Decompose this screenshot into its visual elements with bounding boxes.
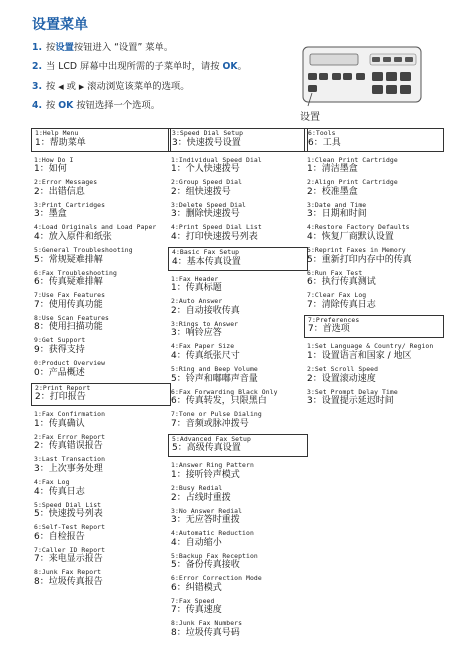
- menu-item-zh: 8：垃圾传真报告: [34, 576, 103, 587]
- menu-item-en: 1:Fax Header: [171, 274, 219, 283]
- menu-item: [171, 530, 308, 549]
- step-3: 3. 按 ◀ 或 ▶ 滚动浏览该菜单的选项。: [32, 81, 190, 92]
- menu-header-zh: 6：工具: [308, 137, 341, 148]
- menu-item-en: 2:Set Scroll Speed: [307, 364, 379, 373]
- menu-item-en: 6:Self-Test Report: [34, 523, 106, 532]
- menu-item-zh: 1：个人快速拨号: [171, 164, 240, 175]
- menu-header-zh: 7：首选项: [308, 324, 350, 335]
- menu-item-zh: 4：打印快速拨号列表: [171, 231, 258, 242]
- menu-item-en: 0:Product Overview: [34, 358, 106, 367]
- menu-item-zh: 2：传真错误报告: [34, 441, 103, 452]
- menu-item-zh: 2：设置滚动速度: [307, 373, 376, 384]
- menu-item-zh: 5：备份传真接收: [171, 560, 240, 571]
- menu-header: [304, 315, 444, 339]
- menu-item-zh: 3：无应答时重拨: [171, 515, 240, 526]
- menu-header: [304, 128, 444, 152]
- menu-item-zh: 4：恢复厂商默认设置: [307, 231, 394, 242]
- menu-header: [31, 383, 171, 407]
- menu-item-zh: 4：自动缩小: [171, 537, 222, 548]
- menu-section: [31, 128, 171, 379]
- menu-item-en: 4:Automatic Reduction: [171, 529, 254, 538]
- menu-item-en: 1:Answer Ring Pattern: [171, 461, 254, 470]
- menu-item-en: 6:Fax Troubleshooting: [34, 268, 117, 277]
- menu-item: [34, 547, 171, 566]
- left-arrow-icon: ◀: [58, 83, 64, 91]
- menu-item: [171, 411, 308, 430]
- menu-item: [171, 298, 308, 317]
- menu-item-en: 5:Reprint Faxes in Memory: [307, 245, 406, 254]
- menu-item: [34, 157, 171, 176]
- menu-item-zh: 7：传真速度: [171, 605, 222, 616]
- menu-item: [171, 321, 308, 340]
- menu-item-en: 4:Fax Paper Size: [171, 342, 235, 351]
- menu-item-en: 3:Rings to Answer: [171, 319, 239, 328]
- menu-item-zh: 3：设置提示延迟时间: [307, 396, 394, 407]
- menu-item: [171, 202, 308, 221]
- menu-item-en: 1:Set Language & Country/ Region: [307, 342, 434, 351]
- menu-item-zh: 6：执行传真测试: [307, 277, 376, 288]
- menu-item-en: 8:Use Scan Features: [34, 313, 110, 322]
- menu-item-en: 7:Caller ID Report: [34, 545, 106, 554]
- menu-header: [168, 128, 308, 152]
- menu-column-3: [304, 124, 444, 411]
- menu-item-en: 1:Fax Confirmation: [34, 410, 106, 419]
- menu-item-en: 3:Date and Time: [307, 200, 367, 209]
- menu-item: [307, 202, 444, 221]
- menu-item-en: 5:Speed Dial List: [34, 500, 102, 509]
- menu-item-zh: 0：产品概述: [34, 367, 85, 378]
- menu-item-en: 2:Auto Answer: [171, 297, 223, 306]
- control-panel-illustration: [302, 46, 422, 108]
- menu-item: [171, 553, 308, 572]
- menu-item-zh: 7：来电显示报告: [34, 554, 103, 565]
- menu-item: [171, 575, 308, 594]
- menu-item-en: 3:No Answer Redial: [171, 506, 243, 515]
- menu-item-zh: 8：使用扫描功能: [34, 322, 103, 333]
- menu-column-1: [31, 124, 171, 592]
- menu-item: [307, 366, 444, 385]
- menu-item-zh: 2：校准墨盒: [307, 186, 358, 197]
- menu-item-en: 4:Load Originals and Load Paper: [34, 223, 157, 232]
- menu-item-en: 2:Fax Error Report: [34, 432, 106, 441]
- menu-item-en: 9:Get Support: [34, 336, 86, 345]
- menu-section: [168, 434, 308, 639]
- menu-item: [34, 456, 171, 475]
- menu-item-zh: 2：出错信息: [34, 186, 85, 197]
- menu-header-en: 6:Tools: [308, 129, 336, 137]
- menu-item-zh: 1：清洁墨盒: [307, 164, 358, 175]
- menu-item-zh: 4：放入原件和纸张: [34, 231, 112, 242]
- menu-item-zh: 1：传真标题: [171, 283, 222, 294]
- menu-item-en: 2:Busy Redial: [171, 483, 223, 492]
- menu-item-en: 3:Print Cartridges: [34, 200, 106, 209]
- menu-header-zh: 3：快速拨号设置: [172, 137, 241, 148]
- menu-item: [171, 620, 308, 639]
- menu-item-zh: 4：传真日志: [34, 486, 85, 497]
- menu-item-zh: 3：删除快速拨号: [171, 209, 240, 220]
- menu-item-en: 3:Delete Speed Dial: [171, 200, 247, 209]
- menu-section: [304, 128, 444, 311]
- menu-item: [307, 389, 444, 408]
- menu-item: [34, 434, 171, 453]
- menu-item-zh: 6：纠错模式: [171, 582, 222, 593]
- menu-item-en: 7:Clear Fax Log: [307, 291, 367, 300]
- menu-item-en: 1:How Do I: [34, 155, 74, 164]
- menu-item-en: 4:Fax Log: [34, 477, 70, 486]
- menu-item: [307, 157, 444, 176]
- menu-item: [34, 502, 171, 521]
- menu-item: [34, 224, 171, 243]
- menu-item-zh: 6：自检报告: [34, 531, 85, 542]
- menu-item-zh: 2：组快速拨号: [171, 186, 231, 197]
- menu-item: [307, 270, 444, 289]
- menu-item-en: 1:Individual Speed Dial: [171, 155, 262, 164]
- menu-item-zh: 4：传真纸张尺寸: [171, 350, 240, 361]
- menu-item-zh: 2：占线时重拨: [171, 492, 231, 503]
- menu-item: [34, 360, 171, 379]
- menu-header: [168, 247, 308, 271]
- step-4: 4. 按 OK 按钮选择一个选项。: [32, 100, 161, 111]
- menu-item-en: 4:Restore Factory Defaults: [307, 223, 410, 232]
- menu-item-en: 8:Junk Fax Numbers: [171, 619, 243, 628]
- menu-item-en: 6:Fax Forwarding Black Only: [171, 387, 278, 396]
- menu-item: [34, 315, 171, 334]
- menu-item-en: 2:Align Print Cartridge: [307, 178, 398, 187]
- menu-item-en: 3:Last Transaction: [34, 455, 106, 464]
- menu-header-en: 2:Print Report: [35, 383, 91, 392]
- menu-section: [31, 383, 171, 588]
- menu-item-zh: 8：垃圾传真号码: [171, 628, 240, 639]
- menu-item-en: 3:Set Prompt Delay Time: [307, 387, 398, 396]
- menu-item: [171, 598, 308, 617]
- menu-item-zh: 1：设置语言和国家 / 地区: [307, 350, 412, 361]
- menu-item: [307, 343, 444, 362]
- menu-header-en: 3:Speed Dial Setup: [172, 129, 244, 137]
- menu-item: [171, 179, 308, 198]
- menu-item-en: 4:Print Speed Dial List: [171, 223, 262, 232]
- menu-item-zh: 5：常规疑难排解: [34, 254, 103, 265]
- menu-header-zh: 4：基本传真设置: [172, 256, 241, 267]
- menu-item-en: 5:Ring and Beep Volume: [171, 364, 258, 373]
- menu-item-zh: 1：接听铃声模式: [171, 469, 240, 480]
- menu-item-en: 2:Error Messages: [34, 178, 98, 187]
- menu-header-en: 5:Advanced Fax Setup: [172, 434, 251, 443]
- menu-header-en: 4:Basic Fax Setup: [172, 247, 240, 256]
- right-arrow-icon: ▶: [78, 83, 85, 91]
- menu-item: [34, 202, 171, 221]
- menu-item-zh: 3：墨盒: [34, 209, 67, 220]
- menu-header-en: 7:Preferences: [308, 315, 360, 324]
- menu-item-zh: 1：传真确认: [34, 418, 85, 429]
- menu-item: [171, 462, 308, 481]
- menu-item-zh: 3：上次事务处理: [34, 463, 103, 474]
- menu-item-zh: 7：音频或脉冲拨号: [171, 418, 249, 429]
- menu-section: [168, 128, 308, 243]
- menu-item-en: 8:Junk Fax Report: [34, 568, 102, 577]
- menu-item-en: 6:Error Correction Mode: [171, 574, 262, 583]
- step-1: 1. 按设置按钮进入 “设置” 菜单。: [32, 42, 174, 53]
- menu-item-zh: 3：响铃应答: [171, 328, 222, 339]
- menu-header-en: 1:Help Menu: [35, 129, 79, 137]
- menu-item-en: 5:Backup Fax Reception: [171, 551, 258, 560]
- menu-header-zh: 5：高级传真设置: [172, 443, 241, 454]
- menu-item: [171, 508, 308, 527]
- menu-item-en: 2:Group Speed Dial: [171, 178, 243, 187]
- menu-item-zh: 2：自动接收传真: [171, 305, 240, 316]
- menu-item: [307, 224, 444, 243]
- menu-item-zh: 6：传真疑难排解: [34, 277, 103, 288]
- menu-item: [34, 292, 171, 311]
- menu-item-en: 1:Clean Print Cartridge: [307, 155, 398, 164]
- menu-header-zh: 1：帮助菜单: [35, 137, 86, 148]
- menu-item-zh: 1：如何: [34, 164, 67, 175]
- menu-item-en: 7:Tone or Pulse Dialing: [171, 410, 262, 419]
- setup-button-label: 设置: [300, 112, 320, 123]
- menu-item-en: 7:Use Fax Features: [34, 291, 106, 300]
- menu-item: [171, 343, 308, 362]
- menu-item-zh: 5：重新打印内存中的传真: [307, 254, 412, 265]
- menu-item: [307, 247, 444, 266]
- menu-item: [34, 569, 171, 588]
- menu-item-zh: 5：铃声和嘟嘟声音量: [171, 373, 258, 384]
- menu-item: [34, 270, 171, 289]
- menu-item: [171, 157, 308, 176]
- menu-item: [171, 276, 308, 295]
- menu-header: [168, 434, 308, 458]
- menu-item: [34, 411, 171, 430]
- menu-header-zh: 2：打印报告: [35, 392, 86, 403]
- menu-header: [31, 128, 171, 152]
- menu-item: [34, 179, 171, 198]
- menu-item-en: 7:Fax Speed: [171, 596, 215, 605]
- menu-item: [171, 389, 308, 408]
- menu-item: [307, 292, 444, 311]
- menu-item-zh: 9：获得支持: [34, 344, 85, 355]
- menu-item-en: 5:General Troubleshooting: [34, 245, 133, 254]
- menu-item: [34, 479, 171, 498]
- menu-item-en: 6:Run Fax Test: [307, 268, 363, 277]
- menu-item-zh: 7：清除传真日志: [307, 299, 376, 310]
- step-2: 2. 当 LCD 屏幕中出现所需的子菜单时，请按 OK。: [32, 61, 247, 72]
- menu-item: [171, 224, 308, 243]
- menu-item: [171, 366, 308, 385]
- menu-item: [34, 247, 171, 266]
- page-title: 设置菜单: [32, 17, 88, 33]
- menu-column-2: [168, 124, 308, 643]
- menu-item-zh: 5：快速拨号列表: [34, 509, 103, 520]
- menu-item-zh: 6：传真转发，只限黑白: [171, 396, 267, 407]
- menu-item: [171, 485, 308, 504]
- menu-item: [34, 524, 171, 543]
- menu-section: [168, 247, 308, 430]
- menu-item-zh: 3：日期和时间: [307, 209, 367, 220]
- menu-section: [304, 315, 444, 407]
- menu-item-zh: 7：使用传真功能: [34, 299, 103, 310]
- menu-item: [34, 337, 171, 356]
- menu-item: [307, 179, 444, 198]
